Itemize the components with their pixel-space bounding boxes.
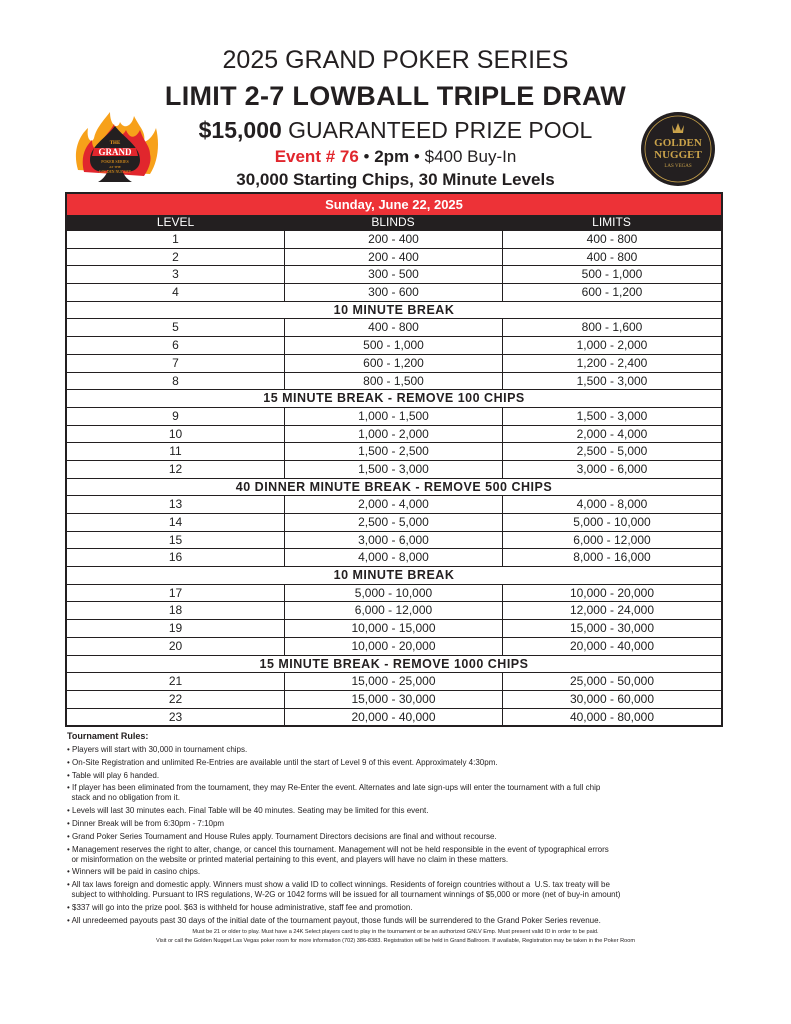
limits-cell: 1,500 - 3,000	[502, 408, 721, 425]
series-title: 2025 GRAND POKER SERIES	[222, 46, 569, 74]
limits-cell: 30,000 - 60,000	[502, 691, 721, 708]
level-row	[67, 265, 721, 283]
blind-schedule-table	[65, 192, 723, 727]
level-row	[67, 354, 721, 372]
break-row: 40 DINNER MINUTE BREAK - REMOVE 500 CHIPS	[67, 478, 721, 496]
limits-cell: 1,200 - 2,400	[502, 355, 721, 372]
limits-cell: 800 - 1,600	[502, 319, 721, 336]
level-row	[67, 672, 721, 690]
level-row	[67, 495, 721, 513]
limits-cell: 4,000 - 8,000	[502, 496, 721, 513]
blinds-cell: 1,000 - 2,000	[284, 426, 502, 443]
logo-word-las-vegas: LAS VEGAS	[664, 164, 692, 169]
chips-levels-line: 30,000 Starting Chips, 30 Minute Levels	[236, 170, 555, 189]
rules-title: Tournament Rules:	[67, 731, 149, 741]
blinds-cell: 6,000 - 12,000	[284, 602, 502, 619]
level-row	[67, 230, 721, 248]
limits-cell: 25,000 - 50,000	[502, 673, 721, 690]
level-row	[67, 283, 721, 301]
grand-poker-series-logo	[70, 110, 160, 192]
bullet-separator: •	[413, 147, 420, 166]
blinds-cell: 200 - 400	[284, 231, 502, 248]
level-row	[67, 690, 721, 708]
logo-word-nugget: NUGGET	[654, 149, 702, 161]
event-time: 2pm	[374, 147, 410, 166]
limits-cell: 2,500 - 5,000	[502, 443, 721, 460]
level-cell: 4	[172, 285, 179, 300]
rule-item: • Dinner Break will be from 6:30pm - 7:10pm	[67, 818, 225, 828]
level-cell: 2	[172, 249, 179, 264]
blinds-cell: 3,000 - 6,000	[284, 532, 502, 549]
fine-print-contact: Visit or call the Golden Nugget Las Vegas poker room for more information (702) 386-8383. Registration will be held in Grand Ballroom. If available, Registration may be taken in the Poker Room	[155, 938, 636, 944]
limits-cell: 5,000 - 10,000	[502, 514, 721, 531]
break-row: 15 MINUTE BREAK - REMOVE 1000 CHIPS	[67, 655, 721, 673]
rule-item: • If player has been eliminated from the tournament, they may Re-Enter the event. Alternates and late sign-ups will enter the tournament with a full chip stack and no obligation from it.	[67, 783, 601, 803]
limits-cell: 40,000 - 80,000	[502, 709, 721, 726]
prize-amount: $15,000	[198, 117, 282, 143]
level-cell: 13	[168, 497, 183, 512]
limits-cell: 400 - 800	[502, 249, 721, 266]
rule-item: • Players will start with 30,000 in tournament chips.	[67, 745, 248, 754]
schedule-date: Sunday, June 22, 2025	[67, 194, 721, 215]
level-row	[67, 584, 721, 602]
rule-item: • Winners will be paid in casino chips.	[67, 867, 201, 877]
rules-list	[67, 745, 747, 926]
logo-word-golden-nugget: GOLDEN NUGGET	[98, 170, 132, 174]
level-cell: 8	[172, 373, 179, 388]
limits-cell: 15,000 - 30,000	[502, 620, 721, 637]
schedule-rows	[67, 230, 721, 725]
golden-nugget-logo	[640, 111, 716, 187]
limits-cell: 2,000 - 4,000	[502, 426, 721, 443]
rule-item: • Table will play 6 handed.	[67, 770, 160, 780]
level-row	[67, 318, 721, 336]
level-row	[67, 372, 721, 390]
level-cell: 23	[168, 709, 183, 724]
level-row	[67, 513, 721, 531]
blinds-cell: 2,000 - 4,000	[284, 496, 502, 513]
level-cell: 9	[172, 408, 179, 423]
blinds-cell: 800 - 1,500	[284, 373, 502, 390]
rule-item: • All unredeemed payouts past 30 days of the initial date of the tournament payout, those funds will be surrendered to the Grand Poker Series revenue.	[67, 915, 601, 925]
tournament-rules	[67, 731, 747, 929]
logo-word-grand: GRAND	[98, 147, 132, 157]
rule-item: • Levels will last 30 minutes each. Final Table will be 40 minutes. Seating may be limited for this event.	[67, 806, 429, 816]
prize-text: GUARANTEED PRIZE POOL	[288, 117, 593, 143]
blinds-cell: 1,500 - 2,500	[284, 443, 502, 460]
level-row	[67, 336, 721, 354]
blinds-cell: 4,000 - 8,000	[284, 549, 502, 566]
level-cell: 16	[168, 550, 183, 565]
fine-print-age: Must be 21 or older to play. Must have a 24K Select players card to play in the tournament or be an authorized GNLV Emp. Must present valid ID in order to be paid.	[192, 929, 599, 935]
level-cell: 21	[168, 674, 183, 689]
level-cell: 18	[168, 603, 183, 618]
blinds-cell: 300 - 600	[284, 284, 502, 301]
limits-cell: 1,000 - 2,000	[502, 337, 721, 354]
event-buyin: $400 Buy-In	[424, 147, 517, 166]
blinds-cell: 600 - 1,200	[284, 355, 502, 372]
blinds-cell: 300 - 500	[284, 266, 502, 283]
level-row	[67, 442, 721, 460]
limits-cell: 500 - 1,000	[502, 266, 721, 283]
level-cell: 1	[172, 232, 179, 246]
level-row	[67, 407, 721, 425]
blinds-cell: 200 - 400	[284, 249, 502, 266]
logo-word-poker-series: POKER SERIES	[101, 159, 129, 164]
blinds-cell: 15,000 - 30,000	[284, 691, 502, 708]
logo-word-at-the: AT THE	[109, 165, 121, 169]
level-row	[67, 619, 721, 637]
level-cell: 22	[168, 691, 183, 706]
break-row: 10 MINUTE BREAK	[67, 301, 721, 319]
level-cell: 20	[168, 638, 183, 653]
level-row	[67, 531, 721, 549]
blinds-cell: 500 - 1,000	[284, 337, 502, 354]
column-header-level: LEVEL	[156, 215, 195, 229]
limits-cell: 6,000 - 12,000	[502, 532, 721, 549]
column-header-limits: LIMITS	[592, 215, 631, 229]
blinds-cell: 2,500 - 5,000	[284, 514, 502, 531]
event-number: Event # 76	[274, 147, 359, 166]
level-cell: 3	[172, 267, 179, 282]
event-name: LIMIT 2-7 LOWBALL TRIPLE DRAW	[164, 81, 627, 111]
level-cell: 10	[168, 426, 183, 441]
limits-cell: 8,000 - 16,000	[502, 549, 721, 566]
bullet-separator: •	[363, 147, 370, 166]
rule-item: • Management reserves the right to alter, change, or cancel this tournament. Management will not be held responsible in the event of typographical errors or misinformation on the website or printed material pertaining to this event, and players will have no claim in these matters.	[67, 844, 609, 864]
limits-cell: 3,000 - 6,000	[502, 461, 721, 478]
break-row: 10 MINUTE BREAK	[67, 566, 721, 584]
level-cell: 5	[172, 320, 179, 335]
level-cell: 11	[169, 444, 182, 459]
level-cell: 6	[172, 338, 179, 353]
level-row	[67, 637, 721, 655]
level-cell: 19	[168, 621, 183, 636]
break-row: 15 MINUTE BREAK - REMOVE 100 CHIPS	[67, 389, 721, 407]
level-cell: 15	[168, 532, 183, 547]
blinds-cell: 5,000 - 10,000	[284, 585, 502, 602]
level-cell: 17	[168, 585, 183, 600]
table-header-row	[67, 215, 721, 230]
level-row	[67, 548, 721, 566]
rule-item: • Grand Poker Series Tournament and House Rules apply. Tournament Directors decisions are final and without recourse.	[67, 831, 497, 841]
limits-cell: 600 - 1,200	[502, 284, 721, 301]
column-header-blinds: BLINDS	[371, 215, 415, 229]
limits-cell: 1,500 - 3,000	[502, 373, 721, 390]
level-row	[67, 708, 721, 726]
rule-item: • All tax laws foreign and domestic apply. Winners must show a valid ID to collect winnings. Residents of foreign countries without a U.S. tax treaty will be subject to withholding. Pursuant to IRS regulations, W-2G or 1042 forms will be issued for all tournament winnings of $5,000 or more (net of buy-in amount)	[67, 880, 621, 900]
blinds-cell: 400 - 800	[284, 319, 502, 336]
blinds-cell: 20,000 - 40,000	[284, 709, 502, 726]
blinds-cell: 10,000 - 20,000	[284, 638, 502, 655]
level-row	[67, 425, 721, 443]
level-cell: 7	[172, 355, 179, 370]
blinds-cell: 10,000 - 15,000	[284, 620, 502, 637]
rule-item: • On-Site Registration and unlimited Re-Entries are available until the start of Level 9 of this event. Approximately 4:30pm.	[67, 757, 498, 767]
limits-cell: 10,000 - 20,000	[502, 585, 721, 602]
logo-word-golden: GOLDEN	[654, 137, 702, 149]
limits-cell: 20,000 - 40,000	[502, 638, 721, 655]
level-row	[67, 248, 721, 266]
level-cell: 12	[168, 461, 183, 476]
level-cell: 14	[168, 515, 183, 529]
rule-item: • $337 will go into the prize pool. $63 is withheld for house administrative, staff fee and promotion.	[67, 902, 413, 912]
limits-cell: 12,000 - 24,000	[502, 602, 721, 619]
blinds-cell: 15,000 - 25,000	[284, 673, 502, 690]
logo-word-the: THE	[109, 141, 121, 146]
blinds-cell: 1,500 - 3,000	[284, 461, 502, 478]
level-row	[67, 601, 721, 619]
limits-cell: 400 - 800	[502, 231, 721, 248]
blinds-cell: 1,000 - 1,500	[284, 408, 502, 425]
level-row	[67, 460, 721, 478]
